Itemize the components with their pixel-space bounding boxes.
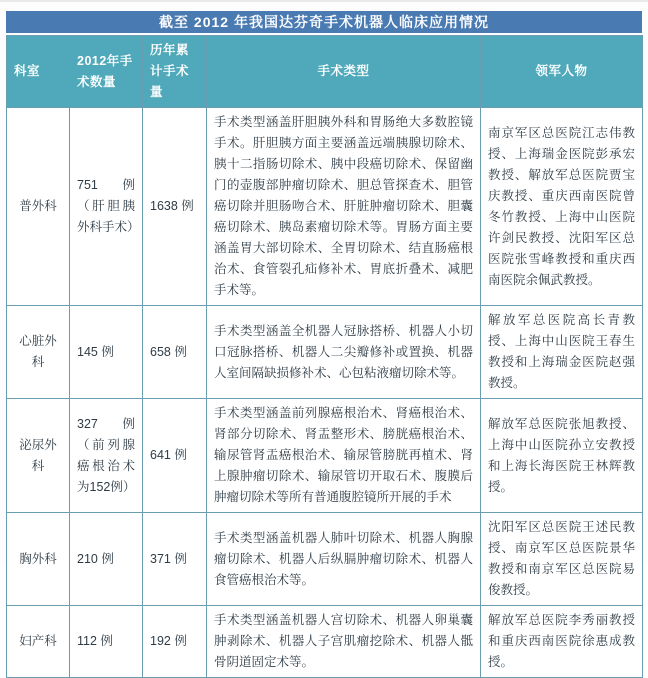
davinci-stats-table xyxy=(6,35,643,678)
types-cell: 手术类型涵盖机器人宫切除术、机器人卵巢囊肿剥除术、机器人子宫肌瘤挖除术、机器人骶骨阴道固定术等。 xyxy=(207,606,481,678)
cumulative-cell: 371 例 xyxy=(143,513,207,606)
col-header-leading-experts: 领军人物 xyxy=(481,36,643,108)
dept-cell: 心脏外科 xyxy=(7,306,70,399)
leaders-cell: 南京军区总医院江志伟教授、上海瑞金医院彭承宏教授、解放军总医院贾宝庆教授、重庆西南医院曾冬竹教授、上海中山医院许剑民教授、沈阳军区总医院张雪峰教授和重庆西南医院余佩武教授。 xyxy=(481,108,643,306)
col-header-surgery-types: 手术类型 xyxy=(207,36,481,108)
col-header-cumulative: 历年累计手术量 xyxy=(143,36,207,108)
cumulative-cell: 641 例 xyxy=(143,399,207,513)
leaders-cell: 解放军总医院李秀丽教授和重庆西南医院徐惠成教授。 xyxy=(481,606,643,678)
types-cell: 手术类型涵盖肝胆胰外科和胃肠绝大多数腔镜手术。肝胆胰方面主要涵盖远端胰腺切除术、胰十二指肠切除术、胰中段癌切除术、保留幽门的壶腹部肿瘤切除术、胆总管探查术、胆管癌切除并胆肠吻合术、肝脏肿瘤切除术、胆囊癌切除术、胰岛素瘤切除术等。胃肠方面主要涵盖胃大部切除术、全胃切除术、结直肠癌根治术、食管裂孔疝修补术、胃底折叠术、减肥手术等。 xyxy=(207,108,481,306)
table-header-row xyxy=(7,36,643,108)
col-header-count-2012: 2012年手术数量 xyxy=(70,36,143,108)
table-row xyxy=(7,306,643,399)
cumulative-cell: 192 例 xyxy=(143,606,207,678)
types-cell: 手术类型涵盖机器人肺叶切除术、机器人胸腺瘤切除术、机器人后纵膈肿瘤切除术、机器人食管癌根治术等。 xyxy=(207,513,481,606)
dept-cell: 泌尿外科 xyxy=(7,399,70,513)
col-header-department: 科室 xyxy=(7,36,70,108)
table-row xyxy=(7,399,643,513)
count-2012-cell: 327 例（前列腺癌根治术为152例） xyxy=(70,399,143,513)
types-cell: 手术类型涵盖全机器人冠脉搭桥、机器人小切口冠脉搭桥、机器人二尖瓣修补或置换、机器人室间隔缺损修补术、心包粘液瘤切除术等。 xyxy=(207,306,481,399)
types-cell: 手术类型涵盖前列腺癌根治术、肾癌根治术、肾部分切除术、肾盂整形术、膀胱癌根治术、输尿管肾盂癌根治术、输尿管膀胱再植术、肾上腺肿瘤切除术、输尿管切开取石术、腹膜后肿瘤切除术等所有普通腹腔镜所开展的手术 xyxy=(207,399,481,513)
leaders-cell: 沈阳军区总医院王述民教授、南京军区总医院景华教授和南京军区总医院易俊教授。 xyxy=(481,513,643,606)
table-row xyxy=(7,108,643,306)
dept-cell: 妇产科 xyxy=(7,606,70,678)
dept-cell: 胸外科 xyxy=(7,513,70,606)
table-title: 截至 2012 年我国达芬奇手术机器人临床应用情况 xyxy=(6,11,642,33)
count-2012-cell: 751 例（肝胆胰外科手术） xyxy=(70,108,143,306)
table-row xyxy=(7,513,643,606)
count-2012-cell: 145 例 xyxy=(70,306,143,399)
cumulative-cell: 658 例 xyxy=(143,306,207,399)
count-2012-cell: 112 例 xyxy=(70,606,143,678)
leaders-cell: 解放军总医院张旭教授、上海中山医院孙立安教授和上海长海医院王林辉教授。 xyxy=(481,399,643,513)
dept-cell: 普外科 xyxy=(7,108,70,306)
table-row xyxy=(7,606,643,678)
leaders-cell: 解放军总医院高长青教授、上海中山医院王春生教授和上海瑞金医院赵强教授。 xyxy=(481,306,643,399)
count-2012-cell: 210 例 xyxy=(70,513,143,606)
cumulative-cell: 1638 例 xyxy=(143,108,207,306)
